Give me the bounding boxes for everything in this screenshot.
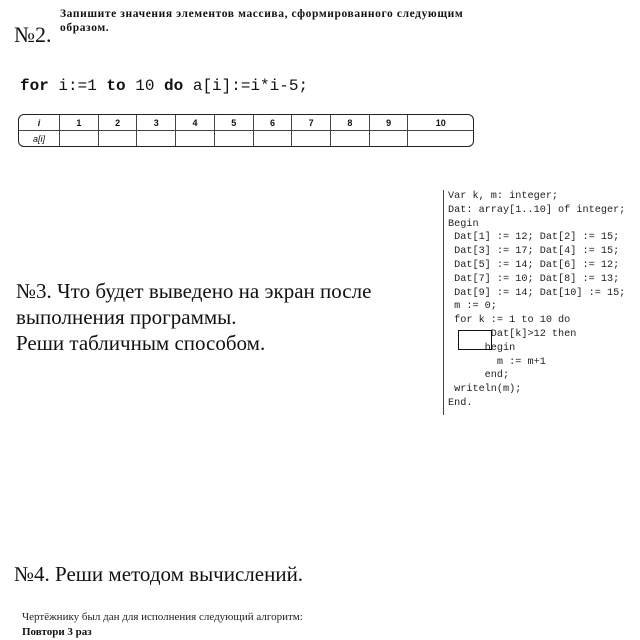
code-line: Dat[5] := 14; Dat[6] := 12;: [448, 259, 620, 271]
keyword-do: do: [164, 77, 184, 95]
task3-question: №3. Что будет выведено на экран после выполнения программы.: [16, 279, 372, 329]
index-cell: 8: [331, 115, 370, 131]
code-line: Dat[3] := 17; Dat[4] := 15;: [448, 246, 620, 258]
task2-code: [20, 77, 308, 95]
task2-number: №2.: [14, 22, 52, 47]
code-line: writeln(m);: [448, 384, 522, 396]
value-cell[interactable]: [60, 131, 99, 146]
keyword-to: to: [106, 77, 126, 95]
value-cell[interactable]: [215, 131, 254, 146]
index-cell: 2: [99, 115, 138, 131]
code-line: Dat[1] := 12; Dat[2] := 15;: [448, 232, 620, 244]
keyword-for: for: [20, 77, 49, 95]
index-label: i: [19, 115, 60, 131]
code-line: Var k, m: integer;: [448, 191, 559, 202]
code-line: Dat: array[1..10] of integer;: [448, 204, 626, 216]
task4-line2: Повтори 3 раз: [22, 626, 92, 638]
value-cell[interactable]: [370, 131, 409, 146]
index-cell: 9: [370, 115, 409, 131]
value-cell[interactable]: [137, 131, 176, 146]
code-line: End.: [448, 397, 473, 409]
task4-heading: №4. Реши методом вычислений.: [14, 562, 304, 586]
task4-line1: Чертёжнику был дан для исполнения следующий алгоритм:: [22, 611, 303, 623]
code-line: Begin: [448, 218, 479, 230]
code-line: m := m+1: [448, 356, 546, 368]
value-cell[interactable]: [99, 131, 138, 146]
array-table: [18, 114, 474, 147]
code-range: i:=1: [48, 77, 107, 95]
code-line: for k := 1 to 10 do: [448, 315, 571, 327]
code-body: a[i]:=i*i-5;: [183, 77, 309, 95]
program-listing: [443, 190, 640, 415]
index-cell: 4: [176, 115, 215, 131]
value-cell[interactable]: [331, 131, 370, 146]
code-line: m := 0;: [448, 301, 497, 313]
value-row: [19, 131, 473, 146]
index-cell: 6: [254, 115, 293, 131]
value-cell[interactable]: [292, 131, 331, 146]
code-line: Dat[9] := 14; Dat[10] := 15;: [448, 287, 626, 299]
code-line: end;: [448, 370, 510, 382]
task2-instruction: Запишите значения элементов массива, сформированного следующим образом.: [60, 8, 464, 34]
task3-text: [16, 278, 426, 356]
index-cell: 1: [60, 115, 99, 131]
code-end: 10: [125, 77, 165, 95]
index-row: [19, 115, 473, 131]
code-line: Dat[7] := 10; Dat[8] := 13;: [448, 273, 620, 285]
value-cell[interactable]: [176, 131, 215, 146]
value-cell[interactable]: [254, 131, 293, 146]
value-label: a[i]: [19, 131, 60, 146]
index-cell: 10: [408, 115, 473, 131]
index-cell: 5: [215, 115, 254, 131]
value-cell[interactable]: [408, 131, 473, 146]
code-line: Dat[k]>12 then: [448, 328, 577, 340]
task3-instruction: Реши табличным способом.: [16, 331, 266, 355]
index-cell: 7: [292, 115, 331, 131]
code-line: begin: [448, 342, 516, 354]
index-cell: 3: [137, 115, 176, 131]
blank-box: [458, 330, 492, 350]
